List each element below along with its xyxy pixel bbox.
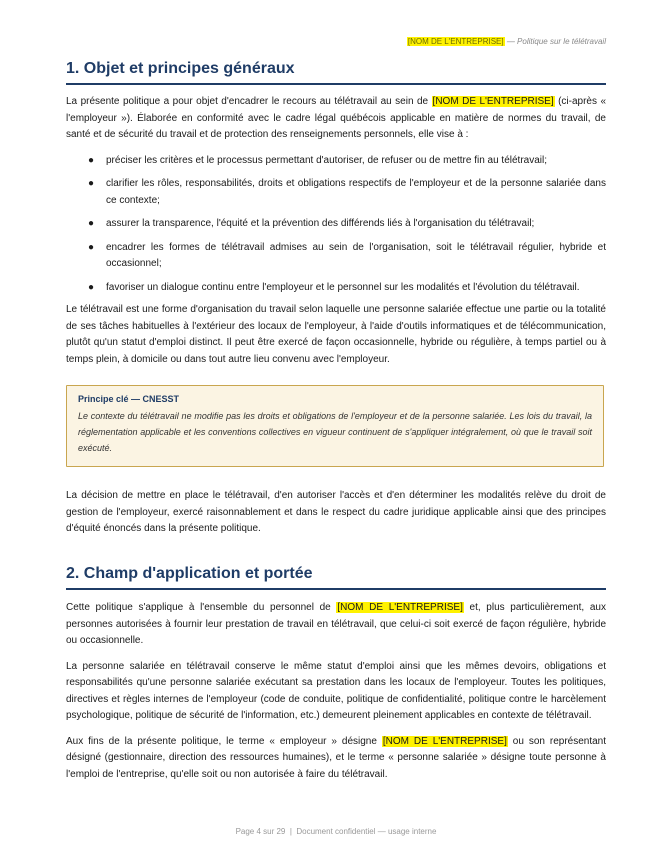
- section-1-body: [66, 94, 606, 368]
- list-item: [66, 216, 606, 233]
- list-item-text: encadrer les formes de télétravail admises au sein de l'organisation, soit le télétravail régulier, hybride et occasionnel;: [106, 241, 606, 269]
- definitions-text-end: ou son représentant désigné (gestionnaire, direction des ressources humaines), et le terme « personne salariée » désigne toute personne à l'emploi de l'entreprise, qu'elle soit ou non autorisée à faire du télétravail.: [66, 735, 607, 780]
- list-item-text: clarifier les rôles, responsabilités, droits et obligations respectifs de l'employeur et de la personne salariée dans ce contexte;: [106, 178, 606, 206]
- section-2-heading: 2. Champ d'application et portée: [66, 565, 606, 590]
- bullet-icon: ●: [88, 241, 95, 253]
- bullet-icon: ●: [88, 178, 95, 189]
- company-placeholder: [NOM DE L'ENTREPRISE]: [382, 735, 507, 747]
- page-footer: Page 4 sur 29 | Document confidentiel — usage interne: [235, 827, 437, 836]
- bullet-icon: ●: [88, 218, 95, 229]
- list-item-text: préciser les critères et le processus permettant d'autoriser, de refuser ou de mettre fin au télétravail;: [106, 154, 548, 166]
- scope-text-start: Cette politique s'applique à l'ensemble du personnel de: [66, 602, 337, 613]
- section-2-body: [66, 600, 606, 783]
- key-principle-callout: [66, 385, 604, 467]
- list-item: [66, 240, 606, 273]
- section-1-heading-block: [66, 60, 606, 85]
- objectives-list: [66, 153, 606, 297]
- list-item-text: assurer la transparence, l'équité et la prévention des différends liés à l'organisation du télétravail;: [106, 218, 535, 229]
- section-1-intro: [66, 94, 606, 144]
- telework-definition-paragraph: Le télétravail est une forme d'organisation du travail selon laquelle une personne salariée effectue une partie ou la totalité de ses tâches habituelles à l'extérieur des locaux de l'employeur, à l'aide d'outils informatiques et de télécommunication, plutôt qu'un statut d'emploi distinct. Il peut être exercé de façon occasionnelle, hybride ou régulière, à temps partiel ou à temps plein, à domicile ou dans tout autre lieu convenu avec l'employeur.: [66, 304, 606, 365]
- intro-text-start: La présente politique a pour objet d'encadrer le recours au télétravail au sein de: [66, 96, 432, 107]
- intro-text-end: (ci-après « l'employeur »). Élaborée en conformité avec le cadre légal québécois applicable en matière de normes du travail, de santé et de sécurité du travail et de protection des renseignements personnels, elle vise à :: [66, 96, 606, 140]
- section-2-heading-block: [66, 565, 606, 590]
- scope-paragraph: [66, 600, 606, 650]
- list-item: [66, 176, 606, 209]
- company-placeholder: [NOM DE L'ENTREPRISE]: [337, 602, 463, 613]
- management-rights-paragraph: La décision de mettre en place le télétravail, d'en autoriser l'accès et d'en déterminer les modalités relève du droit de gestion de l'employeur, exercé raisonnablement et dans le respect du cadre juridique applicable ainsi que des principes d'équité énoncés dans la présente politique.: [66, 490, 606, 534]
- callout-title: Principe clé — CNESST: [78, 394, 180, 404]
- status-paragraph: La personne salariée en télétravail conserve le même statut d'emploi ainsi que les mêmes devoirs, obligations et responsabilités qu'une personne salariée exécutant sa prestation dans les locaux de l'employeur. Toutes les politiques, directives et règles internes de l'employeur (code de conduite, politique de confidentialité, politique contre le harcèlement psychologique, politique de sécurité de l'information, etc.) demeurent pleinement applicables en contexte de télétravail.: [66, 660, 606, 721]
- definitions-text-start: Aux fins de la présente politique, le terme « employeur » désigne: [66, 735, 382, 747]
- section-1-heading: 1. Objet et principes généraux: [66, 60, 606, 85]
- running-header: [407, 37, 606, 46]
- bullet-icon: ●: [88, 281, 95, 293]
- header-title: — Politique sur le télétravail: [504, 37, 606, 46]
- callout-body: Le contexte du télétravail ne modifie pas les droits et obligations de l'employeur et de la personne salariée. Les lois du travail, la réglementation applicable et les conventions collectives en vigueur continuent de s'appliquer intégralement, où que le travail soit exécuté.: [78, 411, 592, 453]
- bullet-icon: ●: [88, 154, 95, 166]
- definitions-paragraph: [66, 734, 606, 784]
- company-placeholder: [NOM DE L'ENTREPRISE]: [432, 96, 554, 107]
- list-item: [66, 280, 606, 297]
- section-1-closing: [66, 488, 606, 538]
- list-item: [66, 153, 606, 170]
- list-item-text: favoriser un dialogue continu entre l'employeur et le personnel sur les modalités et l'évolution du télétravail.: [106, 281, 580, 293]
- scope-text-end: et, plus particulièrement, aux personnes autorisées à fournir leur prestation de travail en télétravail, que celui-ci soit exercé de façon régulière, hybride ou occasionnelle.: [66, 602, 606, 646]
- header-company-placeholder: [NOM DE L'ENTREPRISE]: [407, 37, 504, 46]
